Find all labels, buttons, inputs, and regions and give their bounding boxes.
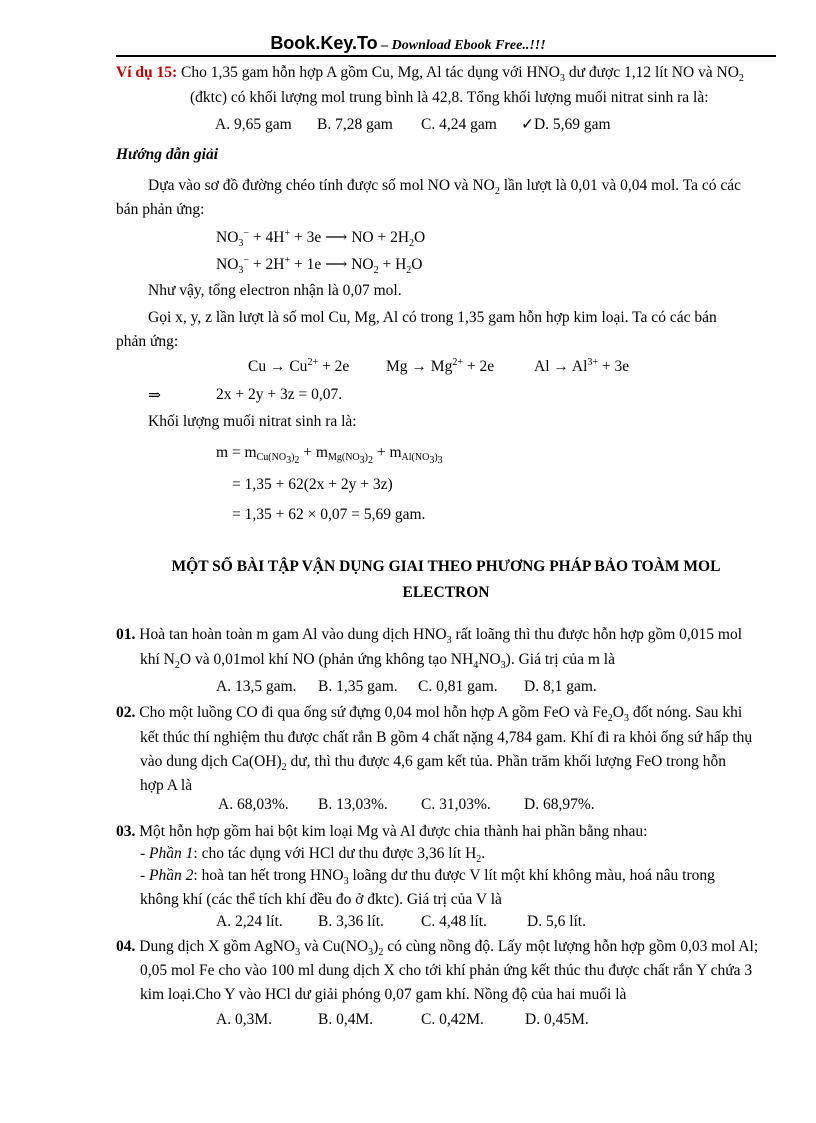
subscript: 2 xyxy=(738,73,744,85)
subscript: Mg(NO xyxy=(327,452,360,463)
subscript: 2 xyxy=(409,238,415,250)
q04-line-3: kim loại.Cho Y vào HCl dư giải phóng 0,07 gam khí. Nồng độ của hai muối là xyxy=(140,986,627,1003)
subscript: 3 xyxy=(343,876,349,888)
half-reaction-mg xyxy=(386,358,494,376)
subscript: Al(NO xyxy=(401,452,430,463)
q04-option-c: C. 0,42M. xyxy=(421,1011,484,1028)
text: ) xyxy=(373,938,379,955)
header-brand: Book.Key.To xyxy=(270,33,378,53)
q03-number: 03. xyxy=(116,823,136,840)
text: có cùng nồng độ. Lấy một lượng hỗn hợp gồm 0,03 mol Al; xyxy=(383,938,759,955)
q04-line-2: 0,05 mol Fe cho vào 100 ml dung dịch X cho tới khí phản ứng kết thúc thu được chất rắn Y chứa 3 xyxy=(140,962,753,979)
subscript: 3 xyxy=(295,947,301,959)
text: dư, thì thu được 4,6 gam kết tủa. Phần trăm khối lượng FeO trong hỗn xyxy=(286,753,727,770)
text: Cho một luồng CO đi qua ống sứ đựng 0,04 mol hỗn hợp A gồm FeO và Fe xyxy=(135,704,608,721)
q01-option-c: C. 0,81 gam. xyxy=(418,678,498,695)
text: Một hỗn hợp gồm hai bột kim loại Mg và Al được chia thành hai phần bằng nhau: xyxy=(135,823,648,840)
text: Hoà tan hoàn toàn m gam Al vào dung dịch HNO xyxy=(135,626,447,643)
text: O xyxy=(414,229,426,246)
q04-number: 04. xyxy=(116,938,136,955)
text: loãng dư thu được V lít một khí không màu, hoá nâu trong xyxy=(348,867,715,884)
q02-option-c: C. 31,03%. xyxy=(421,796,491,813)
subscript: 2 xyxy=(367,455,373,466)
example-text: dư được 1,12 lít NO và NO xyxy=(564,64,739,81)
text: : hoà tan hết trong HNO xyxy=(193,867,344,884)
text: rất loãng thì thu được hỗn hợp gồm 0,015 mol xyxy=(451,626,743,643)
solution-p3-cont: phản ứng: xyxy=(116,333,179,350)
subscript: 2 xyxy=(607,713,613,725)
text: + 2H xyxy=(249,256,285,273)
reaction-1 xyxy=(216,227,426,250)
subscript: 3 xyxy=(446,635,452,647)
q02-line-1 xyxy=(116,704,743,725)
subscript: 3 xyxy=(429,455,435,466)
superscript: + xyxy=(284,254,291,266)
subscript: 2 xyxy=(378,947,384,959)
text: O xyxy=(612,704,624,721)
solution-heading: Hướng dẫn giải xyxy=(116,146,219,163)
subscript: 3 xyxy=(238,265,244,277)
section-title-line-1: MỘT SỐ BÀI TẬP VẬN DỤNG GIAI THEO PHƯƠNG PHÁP BẢO TOÀM MOL xyxy=(171,558,721,575)
superscript: + xyxy=(284,227,291,239)
mass-step-2: = 1,35 + 62(2x + 2y + 3z) xyxy=(232,476,393,493)
superscript: 2+ xyxy=(452,356,463,368)
text: + 1e ⟶ NO xyxy=(290,256,374,273)
text: Al → Al xyxy=(534,358,588,375)
mass-formula: $m = mCu(NO_3)_2 + mMg(NO_3)_2 + mAl(NO_3)_3$ xyxy=(216,444,443,466)
example-options xyxy=(215,115,611,134)
q01-line-1 xyxy=(116,626,743,647)
subscript: 2 xyxy=(406,265,412,277)
text: + H xyxy=(378,256,407,273)
subscript: 3 xyxy=(559,73,565,85)
subscript: 3 xyxy=(623,713,629,725)
text: NO xyxy=(216,229,239,246)
solution-p4: Khối lượng muối nitrat sinh ra là: xyxy=(148,413,357,430)
header-tagline: – Download Ebook Free..!!! xyxy=(377,38,546,53)
section-title-line-2: ELECTRON xyxy=(402,584,490,601)
q03-part-1-label: Phần 1 xyxy=(149,845,194,862)
q04-options xyxy=(216,1011,589,1029)
q03-part-2-label: Phần 2 xyxy=(149,867,194,884)
q03-option-a: A. 2,24 lít. xyxy=(216,913,283,930)
subscript: 2 xyxy=(494,186,500,198)
text: Dung dịch X gồm AgNO xyxy=(135,938,296,955)
subscript: 2 xyxy=(373,265,379,277)
subscript: 2 xyxy=(281,762,287,774)
option-c: C. 4,24 gam xyxy=(421,116,497,133)
option-b: B. 7,28 gam xyxy=(317,116,393,133)
text: NO xyxy=(216,256,239,273)
subscript: 3 xyxy=(238,238,244,250)
text: O và 0,01mol khí NO (phản ứng không tạo NH xyxy=(179,651,474,668)
q01-option-a: A. 13,5 gam. xyxy=(216,678,297,695)
implies-symbol: ⇒ xyxy=(148,387,161,404)
subscript: 3 xyxy=(359,455,365,466)
q03-option-c: C. 4,48 lít. xyxy=(421,913,487,930)
solution-p1-cont: bán phản ứng: xyxy=(116,201,205,218)
superscript: 2+ xyxy=(307,356,319,368)
text: ). Giá trị của m là xyxy=(505,651,615,668)
header-rule xyxy=(116,55,776,57)
text: + 2e xyxy=(462,358,495,375)
example-text: Cho 1,35 gam hỗn hợp A gồm Cu, Mg, Al tác dụng với HNO xyxy=(181,64,560,81)
subscript: 4 xyxy=(473,660,479,672)
text: + 2e xyxy=(318,358,350,375)
text: NO xyxy=(478,651,501,668)
q02-line-2: kết thúc thí nghiệm thu được chất rắn B gồm 4 chất nặng 4,784 gam. Khí đi ra khỏi ống sứ hấp thụ xyxy=(140,729,753,746)
q01-number: 01. xyxy=(116,626,136,643)
text: Mg → Mg xyxy=(386,358,453,375)
text: đốt nóng. Sau khi xyxy=(628,704,743,721)
solution-p3: Gọi x, y, z lần lượt là số mol Cu, Mg, Al có trong 1,35 gam hỗn hợp kim loại. Ta có các bán xyxy=(148,309,717,326)
text: vào dung dịch Ca(OH) xyxy=(140,753,282,770)
q04-line-1 xyxy=(116,938,759,959)
q02-option-d: D. 68,97%. xyxy=(524,796,595,813)
q03-line-4: không khí (các thể tích khí đều đo ở đktc). Giá trị của V là xyxy=(140,891,502,908)
q02-option-a: A. 68,03%. xyxy=(218,796,289,813)
text: + 3e xyxy=(598,358,630,375)
subscript: 2 xyxy=(294,455,300,466)
q02-options xyxy=(218,796,595,814)
subscript: 2 xyxy=(476,854,482,866)
subscript: 3 xyxy=(286,455,292,466)
subscript: Cu(NO xyxy=(256,452,287,463)
q01-option-b: B. 1,35 gam. xyxy=(318,678,398,695)
q01-line-2 xyxy=(140,651,615,672)
q02-number: 02. xyxy=(116,704,136,721)
equation-1: 2x + 2y + 3z = 0,07. xyxy=(216,386,343,403)
example-line-1 xyxy=(116,64,744,85)
text: Dựa vào sơ đồ đường chéo tính được số mol NO và NO xyxy=(148,177,495,194)
text: và Cu(NO xyxy=(300,938,369,955)
superscript: 3+ xyxy=(587,356,599,368)
text: lần lượt là 0,01 và 0,04 mol. Ta có các xyxy=(499,177,742,194)
text: + 4H xyxy=(249,229,285,246)
solution-p1 xyxy=(148,177,742,198)
q04-option-b: B. 0,4M. xyxy=(318,1011,374,1028)
reaction-2 xyxy=(216,254,423,277)
q03-part-1: - Phần 1: cho tác dụng với HCl dư thu được 3,36 lít $H_2$. xyxy=(140,845,486,866)
half-reaction-al xyxy=(534,358,629,376)
solution-p2: Như vậy, tổng electron nhận là 0,07 mol. xyxy=(148,282,402,299)
q01-option-d: D. 8,1 gam. xyxy=(524,678,597,695)
option-a: A. 9,65 gam xyxy=(215,116,292,133)
text: khí N xyxy=(140,651,175,668)
superscript: − xyxy=(243,254,250,266)
subscript: 3 xyxy=(437,455,443,466)
q03-options xyxy=(216,913,586,931)
q01-options xyxy=(216,678,597,696)
option-d-correct: ✓D. 5,69 gam xyxy=(521,116,611,133)
subscript: 3 xyxy=(368,947,374,959)
text: O xyxy=(411,256,423,273)
text: + 3e ⟶ NO + 2H xyxy=(290,229,410,246)
mass-step-3: = 1,35 + 62 × 0,07 = 5,69 gam. xyxy=(232,506,426,523)
q02-line-4: hợp A là xyxy=(140,777,193,794)
q03-option-b: B. 3,36 lít. xyxy=(318,913,384,930)
q04-option-d: D. 0,45M. xyxy=(525,1011,589,1028)
text: : cho tác dụng với HCl dư thu được 3,36 lít H xyxy=(193,845,477,862)
q03-line-1 xyxy=(116,823,647,841)
superscript: − xyxy=(243,227,250,239)
half-reaction-cu xyxy=(248,358,349,376)
text: m = m xyxy=(216,444,257,461)
subscript: 3 xyxy=(500,660,506,672)
page-header xyxy=(0,33,816,54)
q02-line-3 xyxy=(140,753,727,774)
subscript: 2 xyxy=(174,660,180,672)
q03-part-2: - Phần 2: hoà tan hết trong $HNO_3$ loãng dư thu được V lít một khí không màu, hoá nâu trong xyxy=(140,867,715,888)
example-line-2: (đktc) có khối lượng mol trung bình là 42,8. Tổng khối lượng muối nitrat sinh ra là: xyxy=(190,89,709,106)
example-label: Ví dụ 15: xyxy=(116,64,178,81)
q02-option-b: B. 13,03%. xyxy=(318,796,388,813)
text: Cu → Cu xyxy=(248,358,308,375)
q04-option-a: A. 0,3M. xyxy=(216,1011,272,1028)
q03-option-d: D. 5,6 lít. xyxy=(527,913,586,930)
